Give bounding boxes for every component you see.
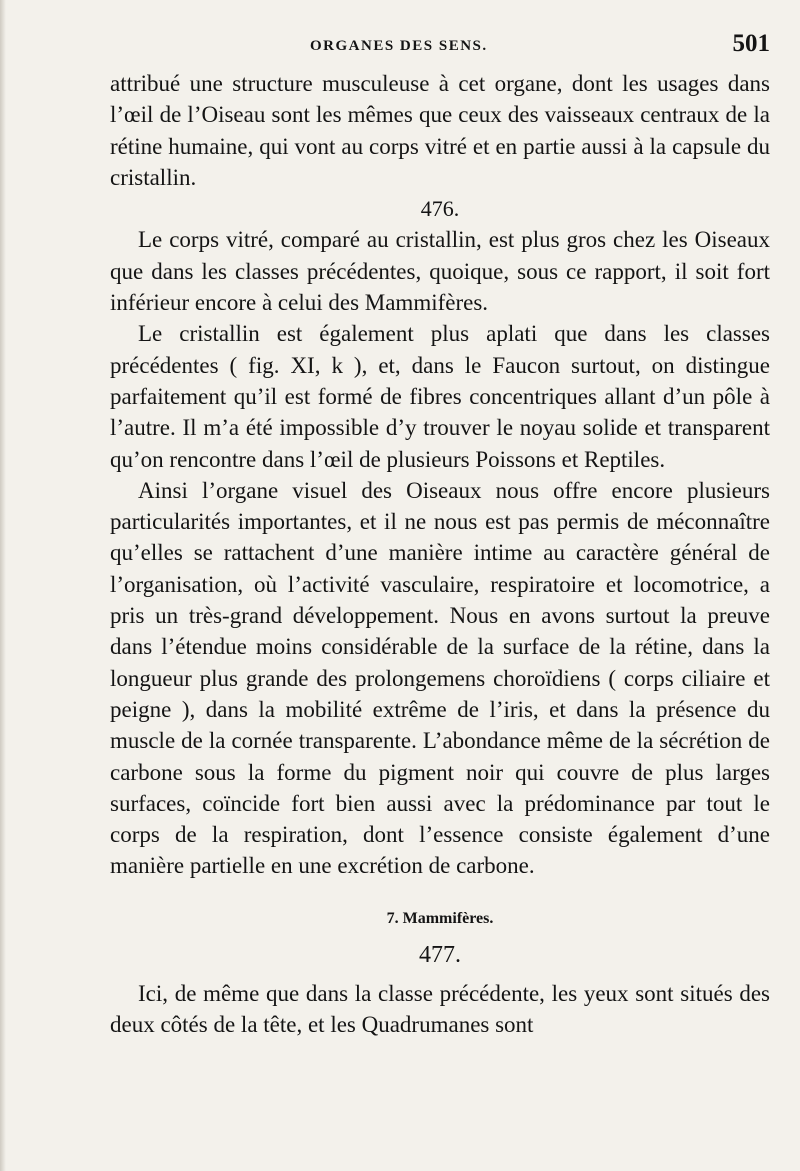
paragraph-organe-visuel: Ainsi l’organe visuel des Oiseaux nous offre encore plusieurs particularités importantes, et il ne nous est pas permis de méconnaître qu’elles se rattachent d’une manière intime au caractère général de l’organisation, où l’activité vasculaire, respiratoire et locomotrice, a pris un très-grand développement. Nous en avons surtout la preuve dans l’étendue moins considérable de la surface de la rétine, dans la longueur plus grande des prolongemens choroïdiens ( corps ciliaire et peigne ), dans la mobilité extrême de l’iris, et dans la présence du muscle de la cornée transparente. L’abondance même de la sécrétion de carbone sous la forme du pigment noir qui couvre de plus larges surfaces, coïncide fort bien aussi avec la prédominance par tout le corps de la respiration, dont l’essence consiste également d’une manière partielle en une excrétion de carbone. <box>110 477 770 879</box>
page-number: 501 <box>732 30 770 57</box>
section-number-477: 477. <box>419 941 461 968</box>
page-body <box>110 68 770 1040</box>
section-number-476: 476. <box>420 196 460 222</box>
paragraph-continuation: attribué une structure musculeuse à cet organe, dont les usages dans l’œil de l’Oiseau sont les mêmes que ceux des vaisseaux centraux de la rétine humaine, qui vont au corps vitré et en partie aussi à la capsule du cristallin. <box>110 71 770 190</box>
section-title-mammiferes: 7. Mammifères. <box>386 909 494 927</box>
running-head: ORGANES DES SENS. <box>310 38 488 54</box>
paragraph-mammiferes-yeux: Ici, de même que dans la classe précédente, les yeux sont situés des deux côtés de la tête, et les Quadrumanes sont <box>110 980 770 1038</box>
page-header <box>110 30 770 68</box>
page-binding-edge <box>0 0 6 1171</box>
paragraph-cristallin: Le cristallin est également plus aplati que dans les classes précédentes ( fig. XI, k ), et, dans le Faucon surtout, on distingue parfaitement qu’il est formé de fibres concentriques allant d’un pôle à l’autre. Il m’a été impossible d’y trouver le noyau solide et transparent qu’on rencontre dans l’œil de plusieurs Poissons et Reptiles. <box>110 321 770 472</box>
paragraph-corps-vitre: Le corps vitré, comparé au cristallin, est plus gros chez les Oiseaux que dans les classes précédentes, quoique, sous ce rapport, il soit fort inférieur encore à celui des Mammifères. <box>110 227 770 316</box>
